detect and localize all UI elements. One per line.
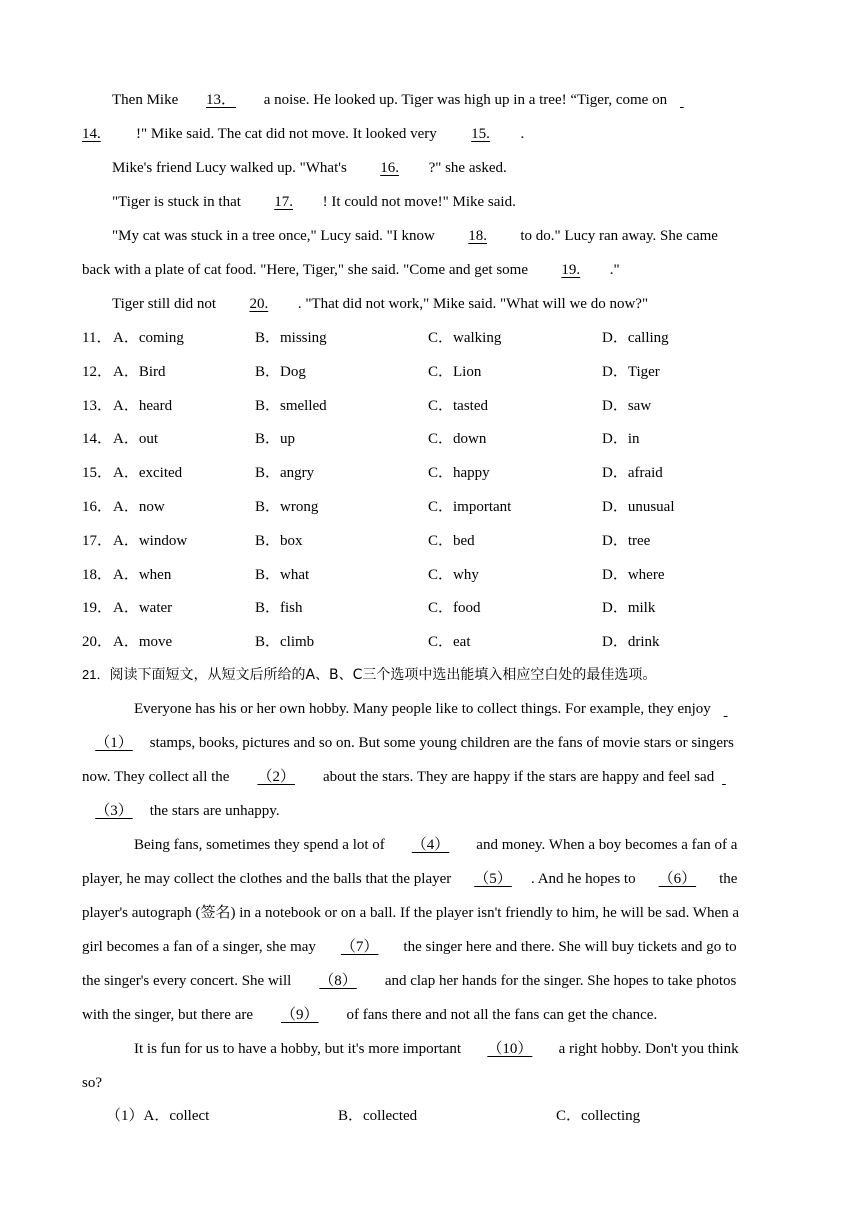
text: Tiger still did not xyxy=(112,296,217,312)
blank-9: （9） xyxy=(281,1007,319,1023)
question-number: 21． xyxy=(82,667,110,682)
passage2-line-2 xyxy=(82,733,734,753)
option-c[interactable]: C．happy xyxy=(428,465,490,481)
text: a noise. He looked up. Tiger was high up in a tree! “Tiger, come on xyxy=(263,92,668,108)
instruction-text: 阅读下面短文，从短文后所给的A、B、C三个选项中选出能填入相应空白处的最佳选项。 xyxy=(109,667,657,683)
option-d[interactable]: D．afraid xyxy=(602,465,663,481)
passage2-line-8 xyxy=(82,937,737,957)
option-d[interactable]: D．milk xyxy=(602,600,656,616)
text: "My cat was stuck in a tree once," Lucy said. "I know xyxy=(112,228,435,244)
passage1-line-4 xyxy=(112,192,516,212)
option-a[interactable]: A．window xyxy=(113,533,188,549)
text: ?" she asked. xyxy=(428,160,507,176)
text: the singer here and there. She will buy tickets and go to xyxy=(403,939,737,955)
option-c[interactable]: C．tasted xyxy=(428,398,488,414)
blank-1-start xyxy=(715,699,737,719)
blank-15: 15. xyxy=(471,126,490,142)
question-number: 15． xyxy=(82,465,113,481)
option-d[interactable]: D．tree xyxy=(602,533,651,549)
blank-3-start xyxy=(718,767,730,787)
blank-14: 14. xyxy=(82,126,101,142)
option-row-1 xyxy=(106,1106,209,1126)
blank-7: （7） xyxy=(340,939,379,955)
question-21-instruction xyxy=(82,665,656,685)
option-a[interactable]: A．now xyxy=(113,499,165,515)
text: Mike's friend Lucy walked up. "What's xyxy=(112,160,347,176)
text: ! It could not move!" Mike said. xyxy=(322,194,516,210)
text: !" Mike said. The cat did not move. It looked very xyxy=(136,126,437,142)
passage2-line-7 xyxy=(82,903,739,923)
blank-16: 16. xyxy=(380,160,399,176)
text: . And he hopes to xyxy=(531,871,636,887)
text: so? xyxy=(82,1075,102,1091)
text: and money. When a boy becomes a fan of a xyxy=(476,837,738,853)
option-b[interactable]: B．smelled xyxy=(255,398,327,414)
text: player's autograph (签名) in a notebook or on a ball. If the player isn't friendly to him, he will be sad. When a xyxy=(82,905,740,921)
passage2-line-4 xyxy=(82,801,280,821)
text: girl becomes a fan of a singer, she may xyxy=(82,939,316,955)
passage1-line-5 xyxy=(112,226,718,246)
option-a[interactable]: A．collect xyxy=(143,1108,210,1124)
option-a[interactable]: A．move xyxy=(113,634,173,650)
option-a[interactable]: A．excited xyxy=(113,465,183,481)
passage1-line-2 xyxy=(82,124,524,144)
text: stamps, books, pictures and so on. But some young children are the fans of movie stars or singers xyxy=(149,735,734,751)
passage2-line-12 xyxy=(82,1073,102,1093)
question-number: 11． xyxy=(82,330,112,346)
option-a[interactable]: A．out xyxy=(113,431,159,447)
blank-13: 13． xyxy=(205,92,236,108)
text: now. They collect all the xyxy=(82,769,230,785)
text: with the singer, but there are xyxy=(82,1007,254,1023)
option-b[interactable]: B．Dog xyxy=(255,364,306,380)
text: Everyone has his or her own hobby. Many people like to collect things. For example, they enjoy xyxy=(134,701,711,717)
text: the xyxy=(719,871,738,887)
passage2-line-11 xyxy=(134,1039,739,1059)
question-number: 16． xyxy=(82,499,113,515)
option-b[interactable]: B．climb xyxy=(255,634,315,650)
question-number: 20． xyxy=(82,634,113,650)
blank-2: （2） xyxy=(257,769,295,785)
blank-17: 17. xyxy=(274,194,294,210)
option-a[interactable]: A．coming xyxy=(113,330,184,346)
passage2-line-9 xyxy=(82,971,736,991)
option-b[interactable]: B．box xyxy=(255,533,303,549)
blank-19: 19. xyxy=(561,262,581,278)
option-b[interactable]: B．angry xyxy=(255,465,315,481)
option-d[interactable]: D．drink xyxy=(602,634,660,650)
question-number: 12． xyxy=(82,364,113,380)
question-number: 18． xyxy=(82,567,113,583)
option-c[interactable]: C．why xyxy=(428,567,479,583)
option-c[interactable]: C．important xyxy=(428,499,512,515)
option-d[interactable]: D．saw xyxy=(602,398,652,414)
option-a[interactable]: A．Bird xyxy=(113,364,166,380)
blank-20: 20. xyxy=(249,296,269,312)
option-b[interactable]: B．up xyxy=(255,431,296,447)
option-c[interactable]: C．eat xyxy=(428,634,471,650)
text: of fans there and not all the fans can get the chance. xyxy=(346,1007,658,1023)
passage1-line-7 xyxy=(112,294,648,314)
blank-4: （4） xyxy=(411,837,450,853)
text: . "That did not work," Mike said. "What will we do now?" xyxy=(297,296,649,312)
blank-8: （8） xyxy=(319,973,357,989)
passage1-line-1 xyxy=(112,90,693,110)
text: and clap her hands for the singer. She hopes to take photos xyxy=(384,973,737,989)
text: to do." Lucy ran away. She came xyxy=(520,228,718,244)
passage2-line-1 xyxy=(134,699,737,719)
option-a[interactable]: A．heard xyxy=(113,398,173,414)
blank-18: 18. xyxy=(468,228,487,244)
option-d[interactable]: D．unusual xyxy=(602,499,675,515)
option-c[interactable]: C．down xyxy=(428,431,487,447)
text: ." xyxy=(609,262,620,278)
option-c[interactable]: C．collecting xyxy=(556,1108,641,1124)
blank-5: （5） xyxy=(474,871,512,887)
option-d[interactable]: D．where xyxy=(602,567,665,583)
option-b[interactable]: B．collected xyxy=(338,1108,418,1124)
text: Being fans, sometimes they spend a lot of xyxy=(134,837,385,853)
blank-14-start xyxy=(671,90,693,110)
question-number: 19． xyxy=(82,600,113,616)
passage2-line-6 xyxy=(82,869,737,889)
text: the singer's every concert. She will xyxy=(82,973,292,989)
text: It is fun for us to have a hobby, but it's more important xyxy=(134,1041,462,1057)
option-b[interactable]: B．wrong xyxy=(255,499,319,515)
text: the stars are unhappy. xyxy=(149,803,280,819)
option-d[interactable]: D．calling xyxy=(602,330,669,346)
blank-1: （1） xyxy=(95,735,133,751)
text: player, he may collect the clothes and the balls that the player xyxy=(82,871,452,887)
option-c[interactable]: C．food xyxy=(428,600,481,616)
blank-10: （10） xyxy=(487,1041,533,1057)
passage2-line-3 xyxy=(82,767,730,787)
option-a[interactable]: A．when xyxy=(113,567,172,583)
passage2-line-10 xyxy=(82,1005,657,1025)
option-d[interactable]: D．Tiger xyxy=(602,364,660,380)
text: about the stars. They are happy if the stars are happy and feel sad xyxy=(322,769,715,785)
passage1-line-3 xyxy=(112,158,507,178)
blank-3: （3） xyxy=(95,803,133,819)
question-number: 17． xyxy=(82,533,113,549)
option-b[interactable]: B．what xyxy=(255,567,310,583)
option-c[interactable]: C．walking xyxy=(428,330,502,346)
text: back with a plate of cat food. "Here, Tiger," she said. "Come and get some xyxy=(82,262,528,278)
passage1-line-6 xyxy=(82,260,620,280)
question-number: 14． xyxy=(82,431,113,447)
option-d[interactable]: D．in xyxy=(602,431,640,447)
text: Then Mike xyxy=(112,92,179,108)
option-c[interactable]: C．Lion xyxy=(428,364,482,380)
option-b[interactable]: B．fish xyxy=(255,600,303,616)
passage2-line-5 xyxy=(134,835,737,855)
blank-6: （6） xyxy=(658,871,697,887)
question-number: 13． xyxy=(82,398,113,414)
text: a right hobby. Don't you think xyxy=(558,1041,739,1057)
option-b[interactable]: B．missing xyxy=(255,330,327,346)
option-c[interactable]: C．bed xyxy=(428,533,475,549)
option-a[interactable]: A．water xyxy=(113,600,173,616)
text: . xyxy=(520,126,525,142)
option-number: （1） xyxy=(106,1108,144,1124)
text: "Tiger is stuck in that xyxy=(112,194,241,210)
